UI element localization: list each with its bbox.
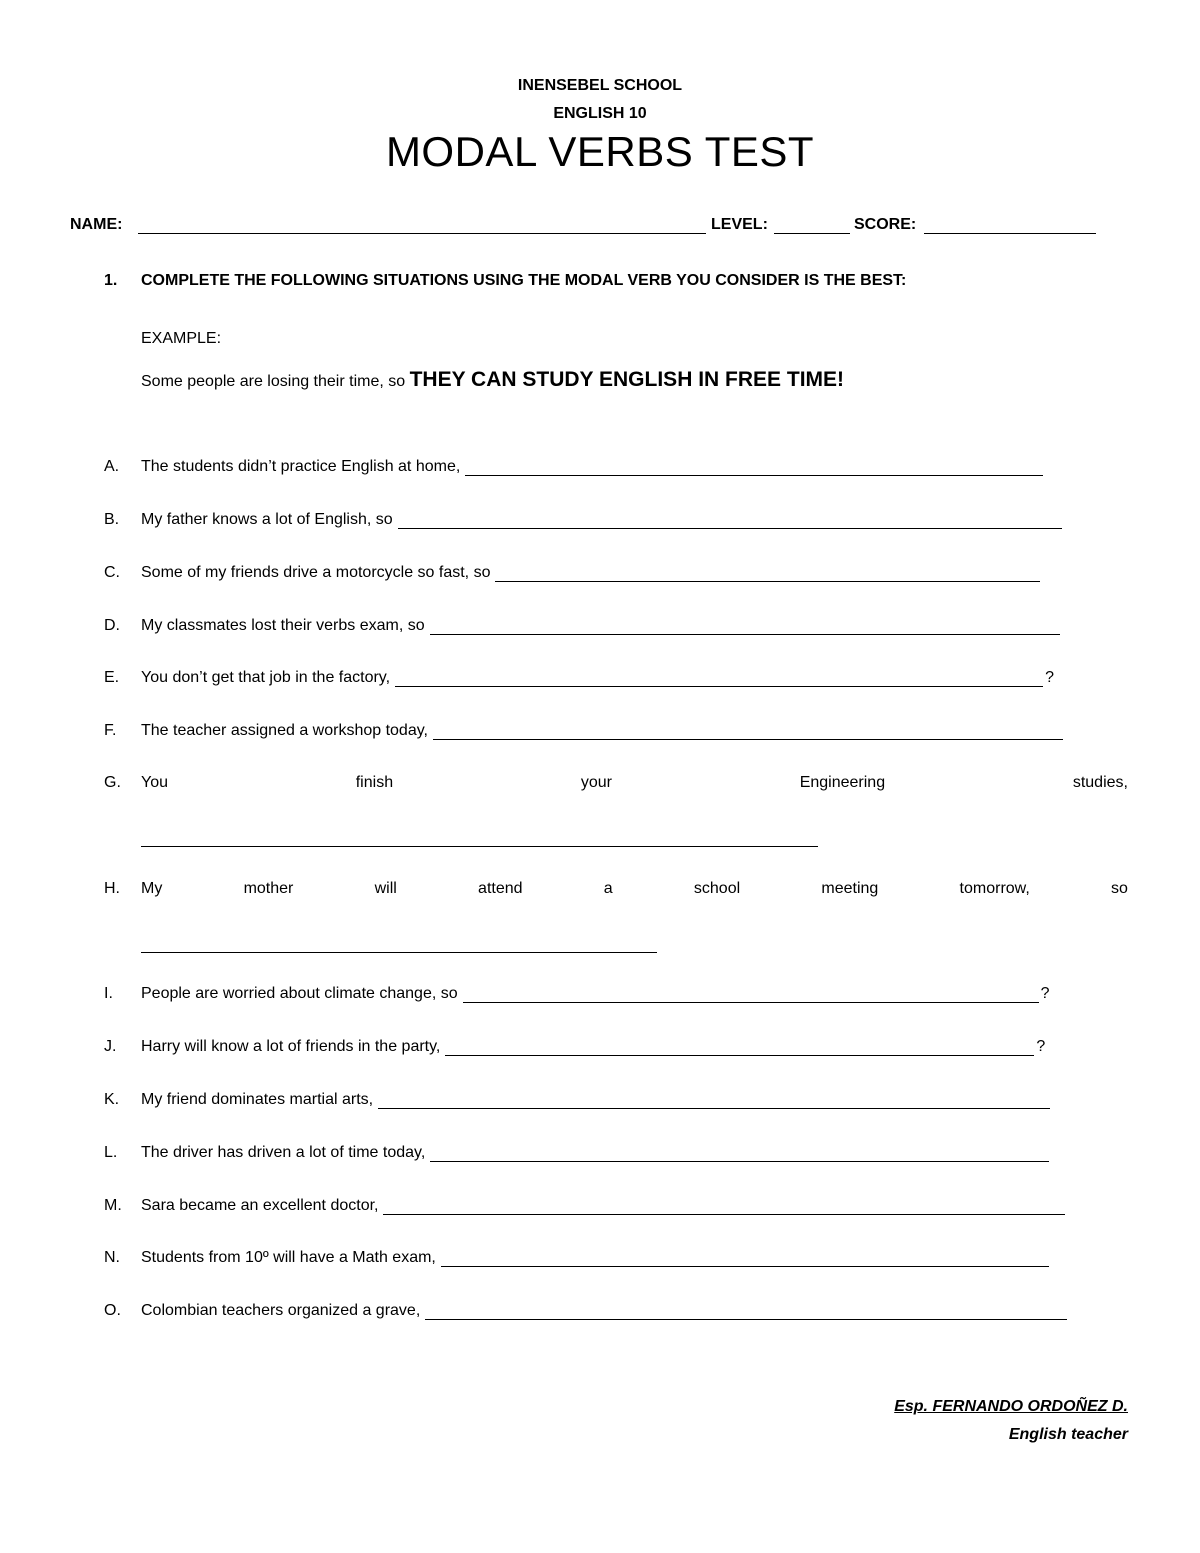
instruction-text: COMPLETE THE FOLLOWING SITUATIONS USING THE MODAL VERB YOU CONSIDER IS THE BEST: (141, 272, 907, 289)
answer-blank[interactable] (445, 1041, 1034, 1056)
answer-blank[interactable] (383, 1200, 1065, 1215)
item-word: your (580, 774, 612, 791)
item-text: The driver has driven a lot of time today, (141, 1144, 426, 1161)
question-item-e (104, 669, 1054, 687)
instruction-number: 1. (104, 272, 118, 289)
school-name: INENSEBEL SCHOOL (517, 77, 683, 94)
question-item-j (104, 1038, 1045, 1056)
item-word: a (603, 880, 613, 897)
item-text: The teacher assigned a workshop today, (141, 722, 428, 739)
question-item-h (141, 880, 1128, 898)
answer-blank[interactable] (465, 461, 1043, 476)
item-letter: C. (104, 564, 120, 581)
level-label: LEVEL: (711, 216, 768, 233)
score-label: SCORE: (854, 216, 917, 233)
score-field-line[interactable] (924, 216, 1096, 234)
item-letter: N. (104, 1249, 120, 1266)
item-letter: O. (104, 1302, 121, 1319)
teacher-role: English teacher (1008, 1426, 1128, 1443)
answer-blank[interactable] (495, 567, 1040, 582)
item-text: My classmates lost their verbs exam, so (141, 617, 425, 634)
example-label: EXAMPLE: (141, 330, 222, 347)
item-word: You (141, 774, 168, 791)
answer-blank[interactable] (378, 1094, 1050, 1109)
answer-blank[interactable] (430, 1147, 1049, 1162)
question-item-m (104, 1197, 1067, 1215)
item-word: meeting (821, 880, 879, 897)
item-end: ? (1045, 669, 1054, 686)
item-letter: M. (104, 1197, 122, 1214)
question-item-k (104, 1091, 1052, 1109)
subject-name: ENGLISH 10 (553, 105, 647, 122)
item-word: school (693, 880, 741, 897)
item-word: mother (243, 880, 294, 897)
question-item-d (104, 617, 1062, 635)
name-field-line[interactable] (138, 216, 706, 234)
item-end: ? (1040, 985, 1050, 1002)
item-letter: K. (104, 1091, 120, 1108)
item-word: studies, (1072, 774, 1128, 791)
item-letter-g: G. (104, 774, 121, 791)
question-item-i (104, 985, 1050, 1003)
question-item-o (104, 1302, 1069, 1320)
item-word: so (1111, 880, 1128, 897)
item-letter-h: H. (104, 880, 120, 897)
item-text: Some of my friends drive a motorcycle so fast, so (141, 564, 491, 581)
item-word: will (374, 880, 397, 897)
item-word: My (141, 880, 163, 897)
item-letter: B. (104, 511, 120, 528)
item-letter: D. (104, 617, 120, 634)
item-end: ? (1036, 1038, 1046, 1055)
name-label: NAME: (70, 216, 123, 233)
teacher-name: Esp. FERNANDO ORDOÑEZ D. (894, 1398, 1128, 1415)
question-item-a (104, 458, 1045, 476)
page-title: MODAL VERBS TEST (385, 128, 815, 175)
item-text: The students didn’t practice English at home, (141, 458, 461, 475)
answer-blank-g[interactable] (141, 832, 818, 847)
answer-blank[interactable] (441, 1252, 1049, 1267)
item-letter: E. (104, 669, 120, 686)
item-text: You don’t get that job in the factory, (141, 669, 391, 686)
item-text: People are worried about climate change, so (141, 985, 458, 1002)
answer-blank[interactable] (463, 988, 1039, 1003)
answer-blank-h[interactable] (141, 938, 657, 953)
question-item-c (104, 564, 1042, 582)
item-letter: J. (104, 1038, 117, 1055)
item-letter: A. (104, 458, 120, 475)
item-letter: L. (104, 1144, 118, 1161)
level-field-line[interactable] (774, 216, 850, 234)
answer-blank[interactable] (395, 672, 1043, 687)
item-text: Students from 10º will have a Math exam, (141, 1249, 436, 1266)
question-item-n (104, 1249, 1051, 1267)
example-sentence (141, 368, 844, 392)
item-word: finish (355, 774, 394, 791)
answer-blank[interactable] (425, 1305, 1067, 1320)
answer-blank[interactable] (398, 514, 1062, 529)
example-text: Some people are losing their time, so (141, 373, 406, 390)
item-text: My friend dominates martial arts, (141, 1091, 374, 1108)
example-answer: THEY CAN STUDY ENGLISH IN FREE TIME! (409, 368, 845, 391)
item-text: My father knows a lot of English, so (141, 511, 393, 528)
question-item-l (104, 1144, 1051, 1162)
item-text: Harry will know a lot of friends in the party, (141, 1038, 441, 1055)
question-item-g (141, 774, 1128, 792)
item-word: tomorrow, (959, 880, 1030, 897)
instruction (104, 272, 906, 290)
item-text: Colombian teachers organized a grave, (141, 1302, 421, 1319)
item-text: Sara became an excellent doctor, (141, 1197, 379, 1214)
answer-blank[interactable] (430, 620, 1060, 635)
item-word: attend (478, 880, 523, 897)
question-item-f (104, 722, 1065, 740)
item-letter: I. (104, 985, 113, 1002)
question-item-b (104, 511, 1064, 529)
item-letter: F. (104, 722, 117, 739)
item-word: Engineering (799, 774, 886, 791)
answer-blank[interactable] (433, 725, 1063, 740)
